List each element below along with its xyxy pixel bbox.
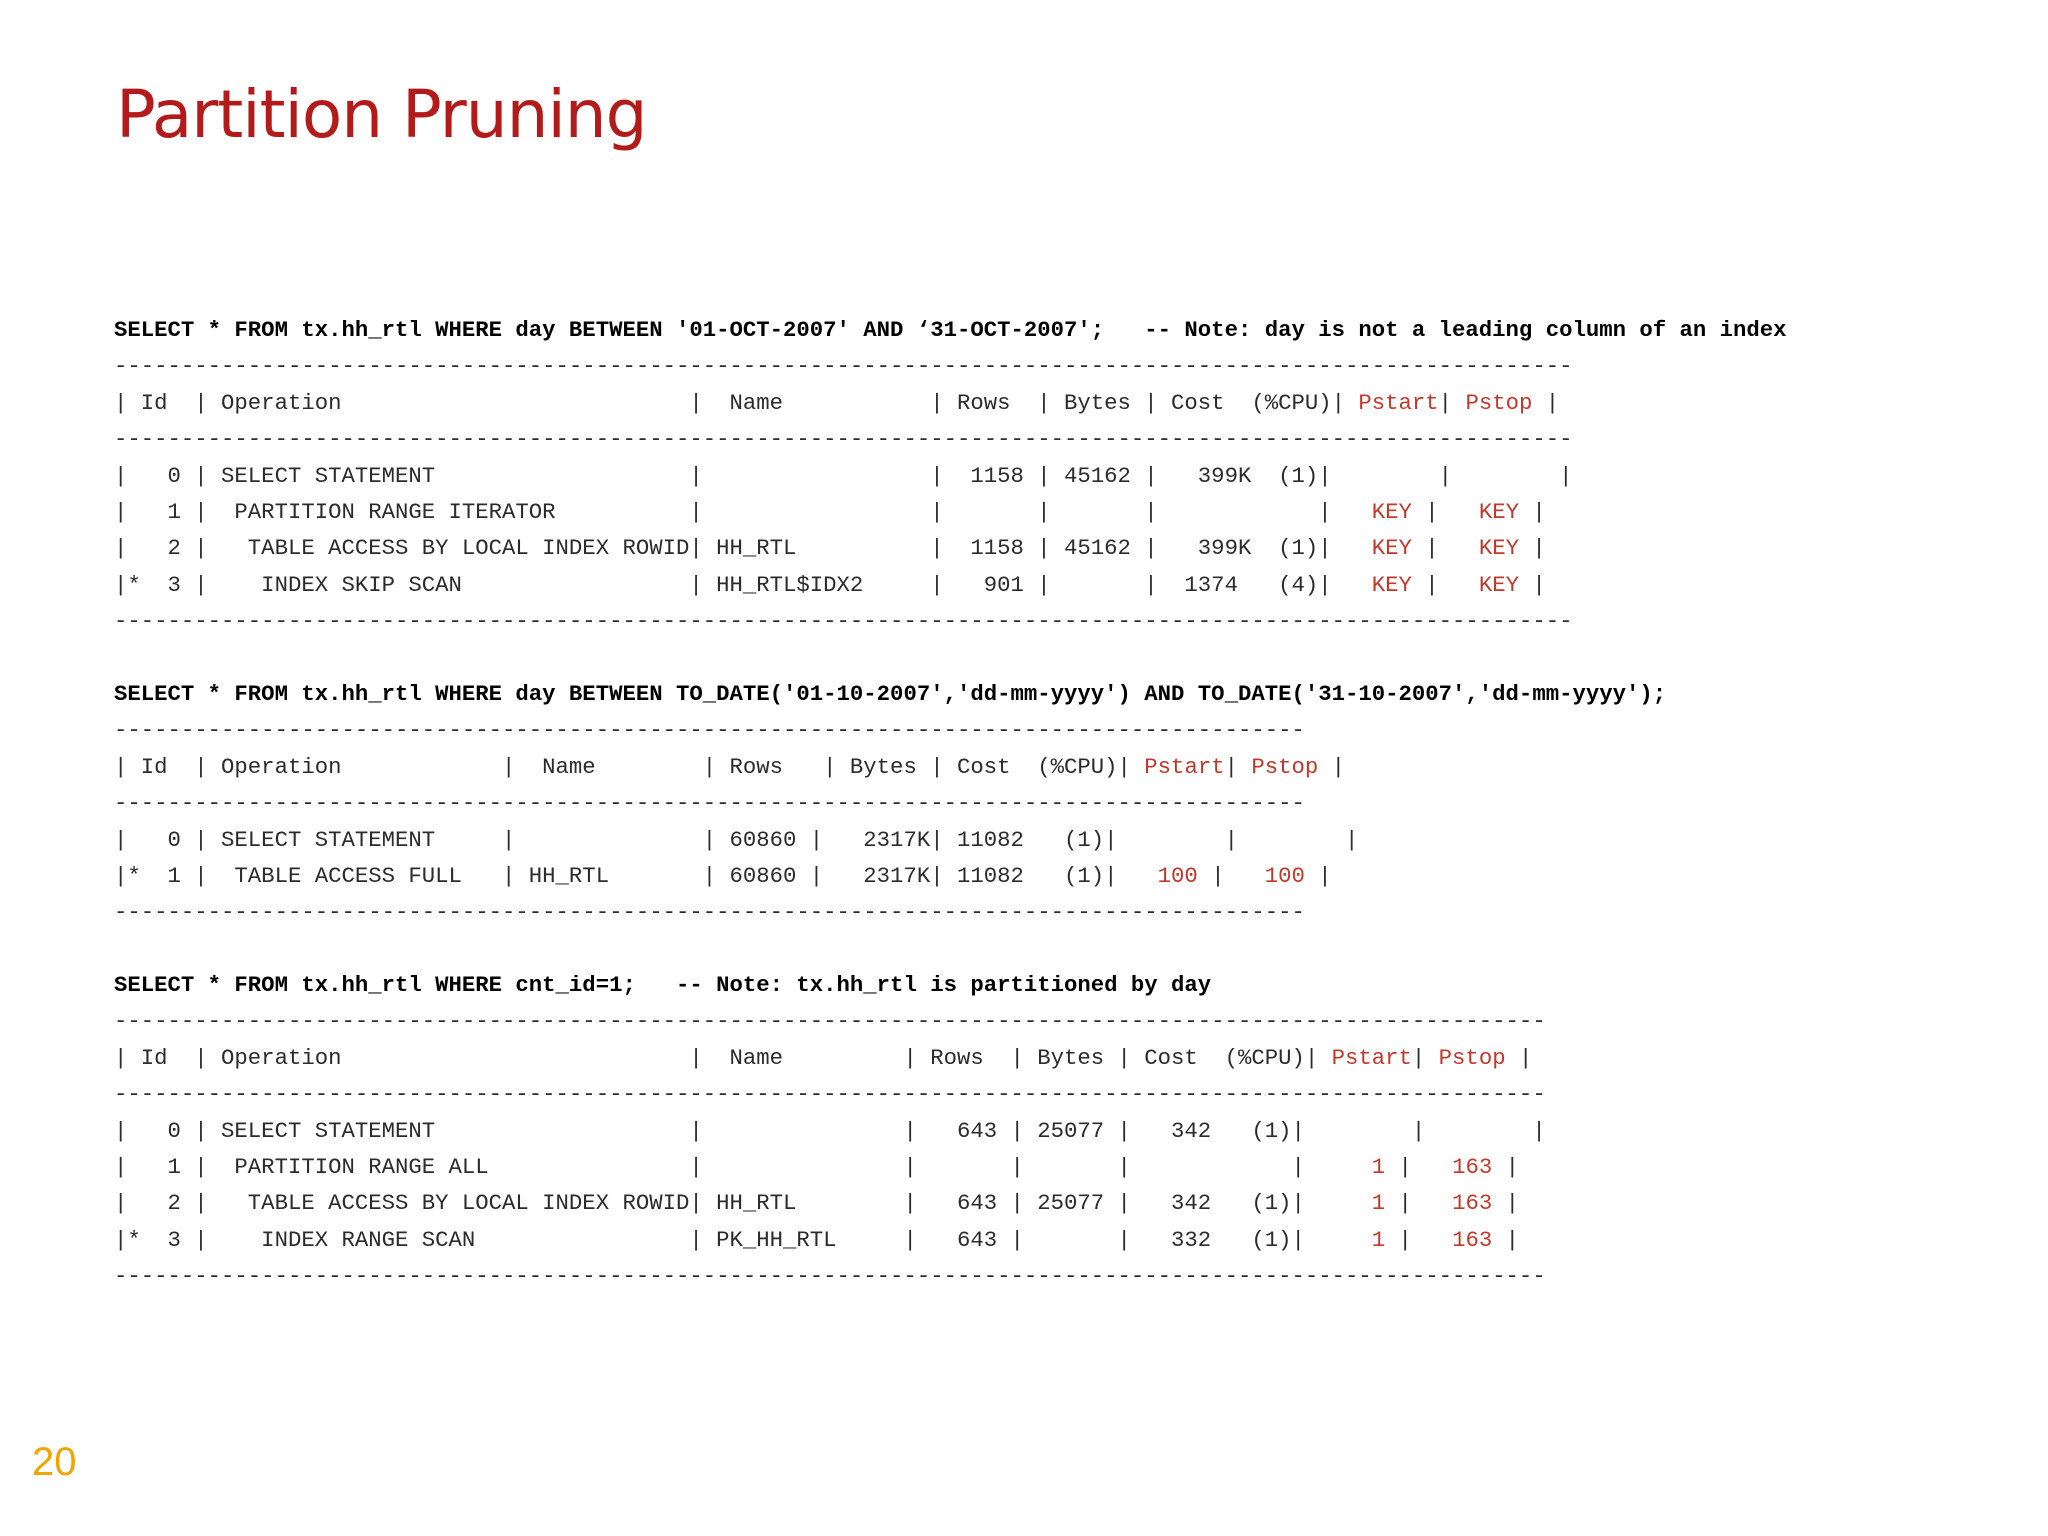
separator-line: ----------------------------------------------------------------------------------------- xyxy=(114,717,1305,744)
pstop-header: Pstop xyxy=(1251,753,1319,780)
table-row: |* 3 | INDEX SKIP SCAN | HH_RTL$IDX2 | 901 | | 1374 (4)| KEY | KEY | xyxy=(114,571,1546,598)
separator-line: ----------------------------------------------------------------------------------------------------------- xyxy=(114,1008,1546,1035)
separator-line: ------------------------------------------------------------------------------------------------------------- xyxy=(114,353,1573,380)
separator-line: ------------------------------------------------------------------------------------------------------------- xyxy=(114,608,1573,635)
separator-line: ------------------------------------------------------------------------------------------------------------- xyxy=(114,426,1573,453)
separator-line: ----------------------------------------------------------------------------------------- xyxy=(114,899,1305,926)
separator-line: ----------------------------------------------------------------------------------------- xyxy=(114,790,1305,817)
plan-block-2 xyxy=(114,676,1666,931)
table-row: | 2 | TABLE ACCESS BY LOCAL INDEX ROWID| HH_RTL | 1158 | 45162 | 399K (1)| KEY | KEY | xyxy=(114,535,1546,562)
pstart-header: Pstart xyxy=(1358,389,1439,416)
table-row: | 0 | SELECT STATEMENT | | 643 | 25077 | 342 (1)| | | xyxy=(114,1117,1546,1144)
query-line: SELECT * FROM tx.hh_rtl WHERE day BETWEEN TO_DATE('01-10-2007','dd-mm-yyyy') AND TO_DATE('31-10-2007','dd-mm-yyyy'); xyxy=(114,681,1667,707)
slide-title: Partition Pruning xyxy=(116,76,647,153)
table-header-row: | Id | Operation | Name | Rows | Bytes | Cost (%CPU)| Pstart| Pstop | xyxy=(114,1044,1533,1071)
table-header-row: | Id | Operation | Name | Rows | Bytes | Cost (%CPU)| Pstart| Pstop | xyxy=(114,753,1346,780)
separator-line: ----------------------------------------------------------------------------------------------------------- xyxy=(114,1263,1546,1290)
table-row: |* 3 | INDEX RANGE SCAN | PK_HH_RTL | 643 | | 332 (1)| 1 | 163 | xyxy=(114,1226,1519,1253)
table-row: | 0 | SELECT STATEMENT | | 60860 | 2317K| 11082 (1)| | | xyxy=(114,826,1359,853)
table-header-row: | Id | Operation | Name | Rows | Bytes | Cost (%CPU)| Pstart| Pstop | xyxy=(114,389,1560,416)
table-row: |* 1 | TABLE ACCESS FULL | HH_RTL | 60860 | 2317K| 11082 (1)| 100 | 100 | xyxy=(114,862,1332,889)
query-line: SELECT * FROM tx.hh_rtl WHERE day BETWEEN '01-OCT-2007' AND ‘31-OCT-2007'; -- Note: day is not a leading column of an index xyxy=(114,317,1787,343)
page-number: 20 xyxy=(32,1440,77,1484)
table-row: | 2 | TABLE ACCESS BY LOCAL INDEX ROWID| HH_RTL | 643 | 25077 | 342 (1)| 1 | 163 | xyxy=(114,1190,1519,1217)
table-row: | 1 | PARTITION RANGE ALL | | | | | 1 | 163 | xyxy=(114,1153,1519,1180)
plan-block-1 xyxy=(114,312,1787,640)
separator-line: ----------------------------------------------------------------------------------------------------------- xyxy=(114,1081,1546,1108)
pstop-header: Pstop xyxy=(1438,1044,1506,1071)
pstop-header: Pstop xyxy=(1465,389,1533,416)
table-row: | 1 | PARTITION RANGE ITERATOR | | | | | KEY | KEY | xyxy=(114,498,1546,525)
pstart-header: Pstart xyxy=(1144,753,1225,780)
plan-block-3 xyxy=(114,967,1546,1295)
table-row: | 0 | SELECT STATEMENT | | 1158 | 45162 | 399K (1)| | | xyxy=(114,462,1573,489)
pstart-header: Pstart xyxy=(1331,1044,1412,1071)
query-line: SELECT * FROM tx.hh_rtl WHERE cnt_id=1; -- Note: tx.hh_rtl is partitioned by day xyxy=(114,972,1212,998)
